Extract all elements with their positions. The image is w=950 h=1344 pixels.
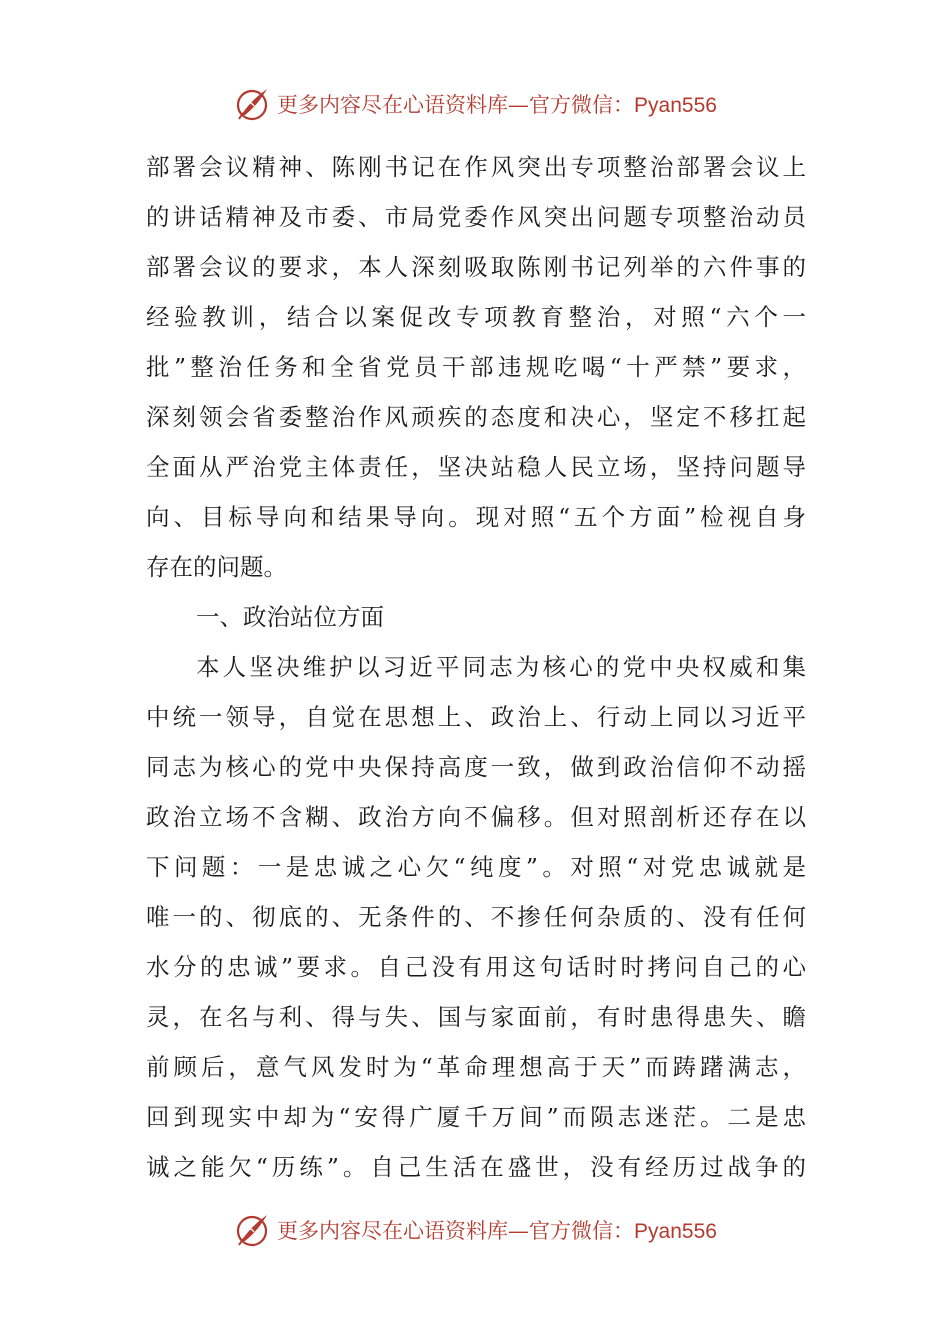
quill-pen-logo-icon: [233, 1211, 271, 1249]
body-line: 部署会议的要求，本人深刻吸取陈刚书记列举的六件事的: [146, 253, 806, 281]
footer-wechat-id: Pyan556: [634, 1220, 717, 1243]
body-line: 部署会议精神、陈刚书记在作风突出专项整治部署会议上: [146, 153, 806, 181]
body-line: 唯一的、彻底的、无条件的、不掺任何杂质的、没有任何: [146, 903, 806, 931]
body-line: 存在的问题。: [146, 553, 287, 581]
body-line: 下问题：一是忠诚之心欠“纯度”。对照“对党忠诚就是: [146, 853, 806, 881]
quill-pen-logo-icon: [233, 85, 271, 123]
body-line: 全面从严治党主体责任，坚决站稳人民立场，坚持问题导: [146, 453, 806, 481]
body-line: 深刻领会省委整治作风顽疾的态度和决心，坚定不移扛起: [146, 403, 806, 431]
body-line: 的讲话精神及市委、市局党委作风突出问题专项整治动员: [146, 203, 806, 231]
body-line: 政治立场不含糊、政治方向不偏移。但对照剖析还存在以: [146, 803, 806, 831]
footer-watermark-text: 更多内容尽在心语资料库—官方微信：Pyan556: [277, 1219, 717, 1243]
body-line: 前顾后，意气风发时为“革命理想高于天”而踌躇满志，: [146, 1053, 806, 1081]
body-line: 中统一领导，自觉在思想上、政治上、行动上同以习近平: [146, 703, 806, 731]
header-watermark: [0, 84, 950, 124]
document-body: [146, 142, 806, 1192]
body-line: 经验教训，结合以案促改专项教育整治，对照“六个一: [146, 303, 806, 331]
header-wechat-id: Pyan556: [634, 94, 717, 117]
body-line: 批”整治任务和全省党员干部违规吃喝“十严禁”要求，: [146, 353, 806, 381]
section-heading: 一、政治站位方面: [196, 603, 384, 631]
footer-watermark: [0, 1210, 950, 1250]
body-line: 本人坚决维护以习近平同志为核心的党中央权威和集: [196, 653, 806, 681]
header-watermark-text: 更多内容尽在心语资料库—官方微信：Pyan556: [277, 93, 717, 117]
body-line: 向、目标导向和结果导向。现对照“五个方面”检视自身: [146, 503, 806, 531]
body-line: 回到现实中却为“安得广厦千万间”而陨志迷茫。二是忠: [146, 1103, 806, 1131]
body-line: 水分的忠诚”要求。自己没有用这句话时时拷问自己的心: [146, 953, 806, 981]
body-line: 诚之能欠“历练”。自己生活在盛世，没有经历过战争的: [146, 1153, 806, 1181]
body-line: 同志为核心的党中央保持高度一致，做到政治信仰不动摇: [146, 753, 806, 781]
body-line: 灵，在名与利、得与失、国与家面前，有时患得患失、瞻: [146, 1003, 806, 1031]
